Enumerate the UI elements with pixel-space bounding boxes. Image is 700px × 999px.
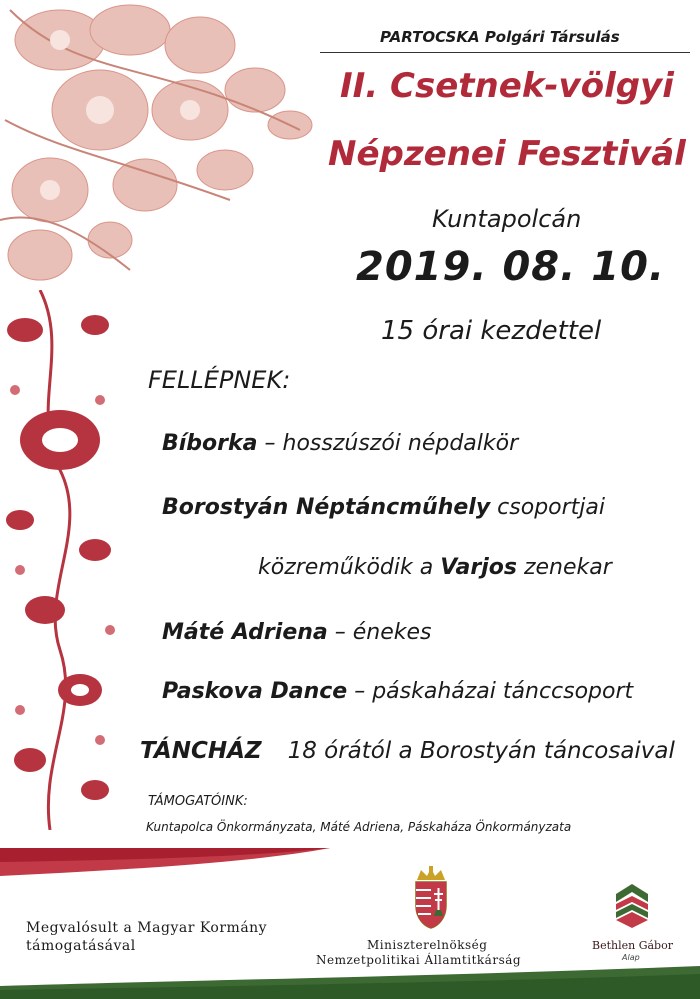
festival-title-line2: Népzenei Fesztivál bbox=[328, 134, 686, 174]
separator: – bbox=[327, 620, 353, 645]
tanchaz-line bbox=[140, 738, 675, 764]
floral-ornament-top bbox=[0, 0, 330, 300]
separator: – bbox=[257, 431, 283, 456]
bethlen-gabor-sub: Alap bbox=[622, 953, 640, 962]
supporters-list: Kuntapolca Önkormányzata, Máté Adriena, Páskaháza Önkormányzata bbox=[146, 820, 572, 834]
performer-name: Bíborka bbox=[162, 431, 258, 456]
event-start-time: 15 órai kezdettel bbox=[381, 316, 602, 346]
organizer-name: PARTOCSKA Polgári Társulás bbox=[380, 28, 620, 46]
performers-heading: FELLÉPNEK: bbox=[148, 366, 291, 394]
floral-ornament-left bbox=[0, 290, 130, 830]
performer-line bbox=[162, 679, 633, 704]
tanchaz-label: TÁNCHÁZ bbox=[140, 738, 262, 764]
government-support-line1: Megvalósult a Magyar Kormány bbox=[26, 920, 268, 936]
hungarian-coat-of-arms-icon bbox=[413, 866, 449, 930]
performer-desc: páskaházai tánccsoport bbox=[372, 679, 634, 704]
bethlen-gabor-name: Bethlen Gábor bbox=[592, 939, 673, 952]
performer-desc: énekes bbox=[352, 620, 432, 645]
performer-line bbox=[258, 555, 612, 580]
performer-desc: csoportjai bbox=[497, 495, 605, 520]
event-date: 2019. 08. 10. bbox=[356, 244, 666, 290]
performer-name: Máté Adriena bbox=[162, 620, 328, 645]
supporters-heading: TÁMOGATÓINK: bbox=[148, 794, 248, 809]
separator: – bbox=[347, 679, 373, 704]
bethlen-gabor-logo-icon bbox=[612, 882, 652, 928]
event-location: Kuntapolcán bbox=[432, 205, 582, 233]
ministry-name-line2: Nemzetpolitikai Államtitkárság bbox=[316, 953, 522, 967]
performer-desc: hosszúszói népdalkör bbox=[282, 431, 519, 456]
performer-line bbox=[162, 431, 518, 456]
performer-line bbox=[162, 495, 605, 520]
performer-name: Paskova Dance bbox=[162, 679, 348, 704]
performer-line bbox=[162, 620, 432, 645]
header-divider bbox=[320, 52, 690, 53]
ministry-name-line1: Miniszterelnökség bbox=[367, 938, 488, 952]
performer-name: Varjos bbox=[440, 555, 517, 580]
performer-desc: zenekar bbox=[516, 555, 612, 580]
tanchaz-desc: 18 órától a Borostyán táncosaival bbox=[287, 738, 675, 764]
performer-pre: közreműködik a bbox=[258, 555, 441, 580]
government-support-line2: támogatásával bbox=[26, 938, 136, 954]
performer-name: Borostyán Néptáncműhely bbox=[162, 495, 491, 520]
festival-title-line1: II. Csetnek-völgyi bbox=[340, 66, 674, 106]
